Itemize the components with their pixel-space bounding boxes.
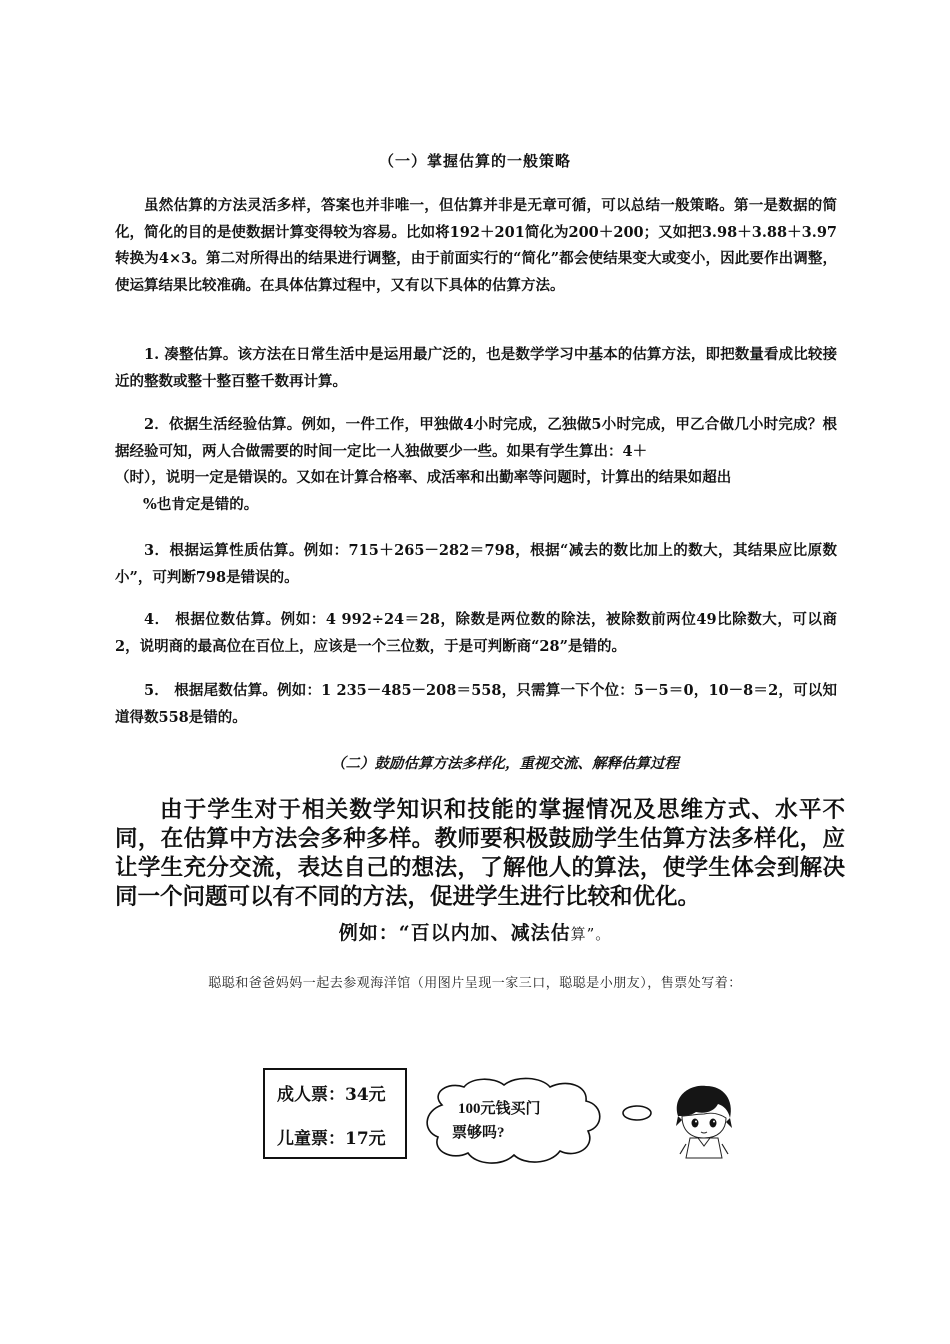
method-4-text: 4． 根据位数估算。例如：4 992÷24＝28，除数是两位数的除法，被除数前两位49比除数大，可以商2，说明商的最高位在百位上，应该是一个三位数，于是可判断商“28”是错的。 [115, 611, 837, 655]
method-5-text: 5． 根据尾数估算。例如：1 235－485－208＝558，只需算一下个位：5－5＝0，10－8＝2，可以知道得数558是错的。 [115, 682, 837, 726]
bubble-line-1: 100元钱买门 [458, 1101, 541, 1117]
emphasis-text: 由于学生对于相关数学知识和技能的掌握情况及思维方式、水平不同，在估算中方法会多种多样。教师要积极鼓励学生估算方法多样化，应让学生充分交流，表达自己的想法，了解他人的算法，使学生体会到解决同一个问题可以有不同的方法，促进学生进行比较和优化。 [115, 797, 845, 910]
child-figure-icon [668, 1082, 738, 1160]
story-text: 聪聪和爸爸妈妈一起去参观海洋馆（用图片呈现一家三口，聪聪是小朋友），售票处写着： [208, 976, 742, 991]
method-2-text-a: 2．依据生活经验估算。例如，一件工作，甲独做4小时完成，乙独做5小时完成，甲乙合做几小时完成？根据经验可知，两人合做需要的时间一定比一人独做要少一些。如果有学生算出：4＋ [115, 416, 837, 460]
section-heading-strategy: （一）掌握估算的一般策略 [378, 152, 571, 170]
ticket-price-board [263, 1068, 407, 1159]
section-heading-diversity: （二）鼓励估算方法多样化，重视交流、解释估算过程 [331, 755, 679, 772]
example-line [0, 918, 950, 945]
method-2-paragraph [115, 412, 837, 518]
example-text: 例如：“百以内加、减法估 [338, 922, 571, 944]
bubble-line-2: 票够吗? [452, 1125, 505, 1141]
method-5-paragraph [115, 678, 837, 731]
small-thought-bubble [620, 1102, 654, 1124]
child-ticket-price: 儿童票：17元 [277, 1129, 386, 1149]
intro-text: 虽然估算的方法灵活多样，答案也并非唯一，但估算并非是无章可循，可以总结一般策略。第一是数据的简化，简化的目的是使数据计算变得较为容易。比如将192＋201简化为200＋200；又如把3.98＋3.88＋3.97转换为4×3。第二对所得出的结果进行调整，由于前面实行的“简化”都会使结果变大或变小，因此要作出调整，使运算结果比较准确。在具体估算过程中，又有以下具体的估算方法。 [115, 197, 837, 294]
intro-paragraph [115, 193, 837, 299]
thought-bubble [420, 1075, 610, 1170]
example-tail: 算”。 [570, 925, 612, 943]
method-1-paragraph [115, 342, 837, 395]
method-3-paragraph [115, 538, 837, 591]
method-3-text: 3．根据运算性质估算。例如：715＋265－282＝798，根据“减去的数比加上的数大，其结果应比原数小”，可判断798是错误的。 [115, 542, 837, 586]
adult-ticket-price: 成人票：34元 [277, 1085, 386, 1105]
method-2-text-b: （时），说明一定是错误的。又如在计算合格率、成活率和出勤率等问题时，计算出的结果如超出 [115, 469, 732, 486]
method-4-paragraph [115, 607, 837, 660]
method-2-text-c: %也肯定是错的。 [143, 495, 259, 513]
emphasis-paragraph [115, 796, 845, 912]
cloud-shape [427, 1078, 600, 1163]
method-1-text: 1. 凑整估算。该方法在日常生活中是运用最广泛的，也是数学学习中基本的估算方法，即把数量看成比较接近的整数或整十整百整千数再计算。 [115, 346, 837, 390]
